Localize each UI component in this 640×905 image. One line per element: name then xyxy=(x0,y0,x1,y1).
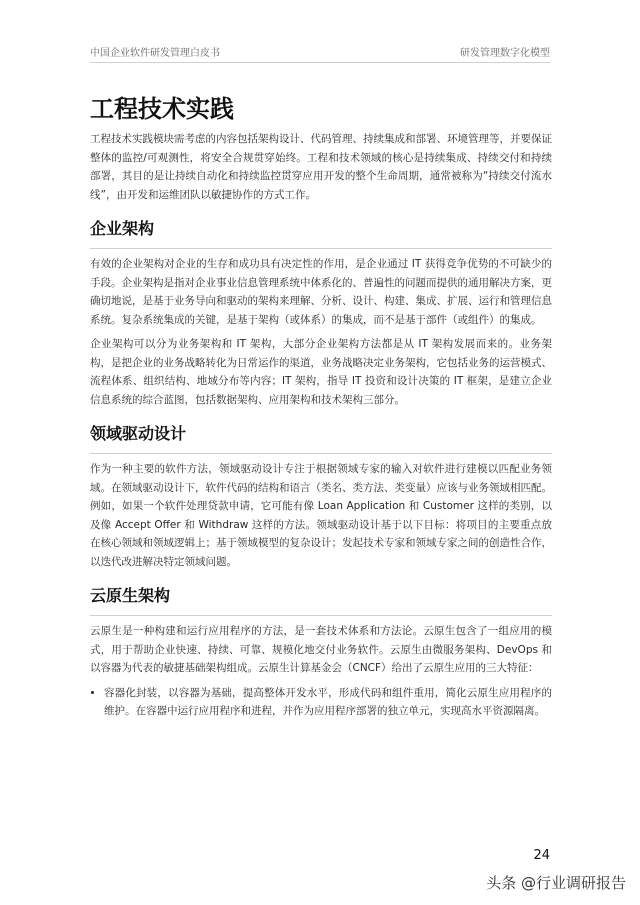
section-paragraph: 有效的企业架构对企业的生存和成功具有决定性的作用，是企业通过 IT 获得竞争优势的不可缺少的手段。企业架构是指对企业事业信息管理系统中体系化的、普遍性的问题而提供的通用解决方案，更确切地说，是基于业务导向和驱动的架构来理解、分析、设计、构建、集成、扩展、运行和管理信息系统。复杂系统集成的关键，是基于架构（或体系）的集成，而不是基于部件（或组件）的集成。 xyxy=(90,258,552,326)
section-paragraph: 企业架构可以分为业务架构和 IT 架构，大部分企业架构方法都是从 IT 架构发展而来的。业务架构，是把企业的业务战略转化为日常运作的渠道，业务战略决定业务架构，它包括业务的运营模式、流程体系、组织结构、地域分布等内容；IT 架构，指导 IT 投资和设计决策的 IT 框架，是建立企业信息系统的综合蓝图，包括数据架构、应用架构和技术架构三部分。 xyxy=(90,338,552,406)
section-divider xyxy=(90,453,552,454)
page-title: 工程技术实践 xyxy=(90,95,234,123)
bullet-list xyxy=(90,684,552,721)
section-heading-enterprise-architecture: 企业架构 xyxy=(90,219,155,238)
list-item: • 容器化封装，以容器为基础，提高整体开发水平，形成代码和组件重用，简化云原生应用程序的维护。在容器中运行应用程序和进程，并作为应用程序部署的独立单元，实现高水平资源隔离。 xyxy=(104,684,552,721)
page-header xyxy=(90,40,550,63)
header-left-text: 中国企业软件研发管理白皮书 xyxy=(90,47,220,59)
watermark-text: 头条 @行业调研报告 xyxy=(486,874,626,892)
section-heading-cloud-native: 云原生架构 xyxy=(90,586,171,605)
section-paragraph: 作为一种主要的软件方法，领域驱动设计专注于根据领域专家的输入对软件进行建模以匹配业务领域。在领域驱动设计下，软件代码的结构和语言（类名、类方法、类变量）应该与业务领域相匹配。例如，如果一个软件处理贷款申请，它可能有像 Loan Application 和 Customer 这样的类别，以及像 Accept Offer 和 Withdraw 这样的方法。领域驱动设计基于以下目标：将项目的主要重点放在核心领域和领域逻辑上；基于领域模型的复杂设计；发起技术专家和领域专家之间的创造性合作，以迭代改进解决特定领域问题。 xyxy=(90,463,552,568)
page-content xyxy=(90,94,552,721)
section-divider xyxy=(90,615,552,616)
section-divider xyxy=(90,248,552,249)
page-number: 24 xyxy=(533,848,550,863)
section-paragraph: 云原生是一种构建和运行应用程序的方法，是一套技术体系和方法论。云原生包含了一组应用的模式，用于帮助企业快速、持续、可靠、规模化地交付业务软件。云原生由微服务架构、DevOps 和以容器为代表的敏捷基础架构组成。云原生计算基金会（CNCF）给出了云原生应用的三大特征： xyxy=(90,625,552,674)
header-right-text: 研发管理数字化模型 xyxy=(460,47,550,59)
section-heading-domain-driven-design: 领域驱动设计 xyxy=(90,424,187,443)
intro-paragraph: 工程技术实践模块需考虑的内容包括架构设计、代码管理、持续集成和部署、环境管理等，并要保证整体的监控/可观测性，将安全合规贯穿始终。工程和技术领域的核心是持续集成、持续交付和持续部署，其目的是让持续自动化和持续监控贯穿应用开发的整个生命周期，通常被称为“持续交付流水线”，由开发和运维团队以敏捷协作的方式工作。 xyxy=(90,133,552,201)
